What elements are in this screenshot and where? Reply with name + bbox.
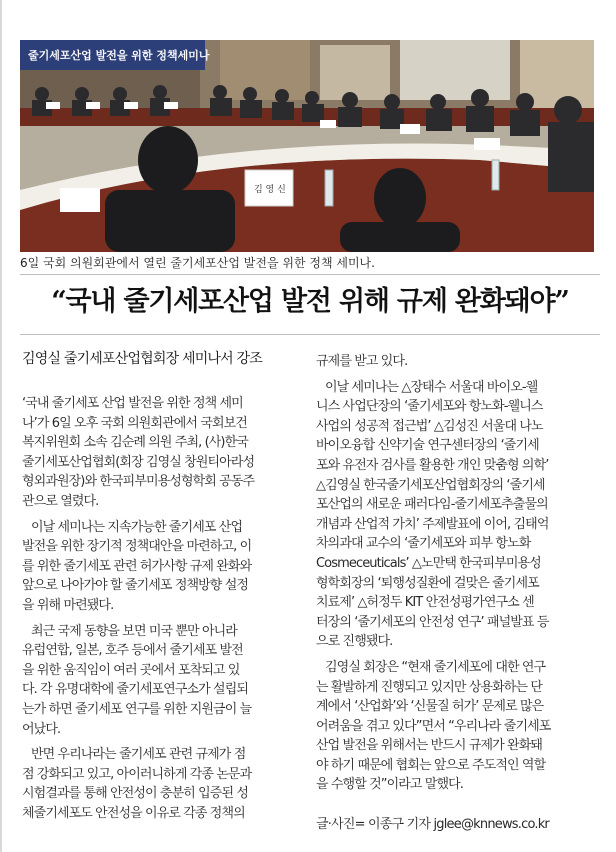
article-line: 형외과원장)와 한국피부미용성형학회 공동주 — [22, 474, 255, 490]
name-plate-text: 김 영 신 — [254, 185, 286, 195]
article-line: 형학회장의 ‘퇴행성질환에 걸맞은 줄기세포 — [316, 575, 539, 591]
article-line: 포산업의 새로운 패러다임-줄기세포추출물의 — [316, 497, 548, 513]
article-line: 계에서 ‘산업화’와 ‘신물질 허가’ 문제로 많은 — [316, 699, 544, 715]
article-line: 다. 각 유명대학에 줄기세포연구소가 설립되 — [22, 682, 249, 698]
article-line: 유럽연합, 일본, 호주 등에서 줄기세포 발전 — [22, 643, 243, 659]
article-line: 는가 하면 줄기세포 연구를 위한 지원금이 늘 — [22, 701, 252, 717]
left-column — [22, 394, 300, 823]
article-line: 터장의 ‘줄기세포의 안전성 연구’ 패널발표 등 — [316, 614, 549, 630]
article-line: 사업의 성공적 접근법’ △김성진 서울대 나노 — [316, 418, 543, 434]
article-line: 발전을 위한 장기적 정책대안을 마련하고, 이 — [22, 539, 252, 555]
byline: 글·사진= 이종구 기자 jglee@knnews.co.kr — [316, 817, 549, 832]
seminar-photo-illustration — [20, 40, 594, 252]
headline: “국내 줄기세포산업 발전 위해 규제 완화돼야” — [51, 286, 569, 317]
banner-text: 줄기세포산업 발전을 위한 정책세미나 — [28, 49, 210, 62]
article-line: 반면 우리나라는 줄기세포 관련 규제가 점 — [31, 747, 246, 763]
article-line: Cosmeceuticals’ △노만택 한국피부미용성 — [316, 555, 541, 571]
article-line: ‘국내 줄기세포 산업 발전을 위한 정책 세미 — [22, 396, 243, 411]
article-line: 야 하기 때문에 협회는 앞으로 주도적인 역할 — [316, 757, 546, 773]
article-line: 어났다. — [22, 721, 61, 737]
article-line: 니스 사업단장의 ‘줄기세포와 항노화-웰니스 — [316, 399, 543, 415]
article-line: 을 수행할 것”이라고 말했다. — [316, 777, 464, 793]
right-column — [316, 352, 602, 795]
article-line: 바이오융합 신약기술 연구센터장의 ‘줄기세 — [316, 438, 539, 454]
article-line: 김영실 회장은 “현재 줄기세포에 대한 연구 — [325, 659, 546, 675]
seminar-photo — [20, 40, 594, 252]
article-line: 이날 세미나는 지속가능한 줄기세포 산업 — [31, 519, 243, 535]
article-line: 차의과대 교수의 ‘줄기세포와 피부 항노화 — [316, 536, 531, 552]
article-line: 최근 국제 동향을 보면 미국 뿐만 아니라 — [31, 623, 237, 639]
article-line: 앞으로 나아가야 할 줄기세포 정책방향 설정 — [22, 578, 249, 594]
article-line: 이날 세미나는 △장태수 서울대 바이오-웰 — [325, 379, 538, 395]
article-line: 치료제’ △허정두 KIT 안전성평가연구소 센 — [316, 595, 534, 611]
article-line: 관으로 열렸다. — [22, 493, 99, 509]
photo-caption: 6일 국회 의원회관에서 열린 줄기세포산업 발전을 위한 정책 세미나. — [20, 256, 375, 270]
article-line: 개념과 산업적 가치’ 주제발표에 이어, 김태억 — [316, 516, 549, 532]
article-line: 줄기세포산업협회(회장 김영실 창원티아라성 — [22, 454, 255, 470]
article-line: 시험결과를 통해 안전성이 충분히 입증된 성 — [22, 786, 249, 802]
article-line: 을 위해 마련됐다. — [22, 597, 114, 613]
article-line: 체줄기세포도 안전성을 이유로 각종 정책의 — [22, 805, 245, 821]
article-line: 복지위원회 소속 김순례 의원 주최, (사)한국 — [22, 435, 248, 451]
article-line: 나’가 6일 오후 국회 의원회관에서 국회보건 — [22, 415, 247, 431]
article-line: 을 위한 움직임이 여러 곳에서 포착되고 있 — [22, 662, 240, 678]
article-line: 어려움을 겪고 있다”면서 “우리나라 줄기세포 — [316, 718, 551, 734]
article-line: △김영실 한국줄기세포산업협회장의 ‘줄기세 — [316, 477, 545, 493]
article-line: 는 활발하게 진행되고 있지만 상용화하는 단 — [316, 679, 543, 695]
subtitle: 김영실 줄기세포산업협회장 세미나서 강조 — [22, 351, 262, 367]
article-line: 규제를 받고 있다. — [316, 354, 408, 369]
article-line: 으로 진행됐다. — [316, 634, 393, 650]
article-line: 산업 발전을 위해서는 반드시 규제가 완화돼 — [316, 738, 543, 754]
article-line: 점 강화되고 있고, 아이러니하게 각종 논문과 — [22, 766, 252, 782]
headline-rule-bottom — [20, 334, 600, 335]
headline-rule-top — [20, 274, 600, 275]
article-line: 포와 유전자 검사를 활용한 개인 맞춤형 의학’ — [316, 457, 549, 473]
article-line: 를 위한 줄기세포 관련 허가사항 규제 완화와 — [22, 558, 252, 574]
